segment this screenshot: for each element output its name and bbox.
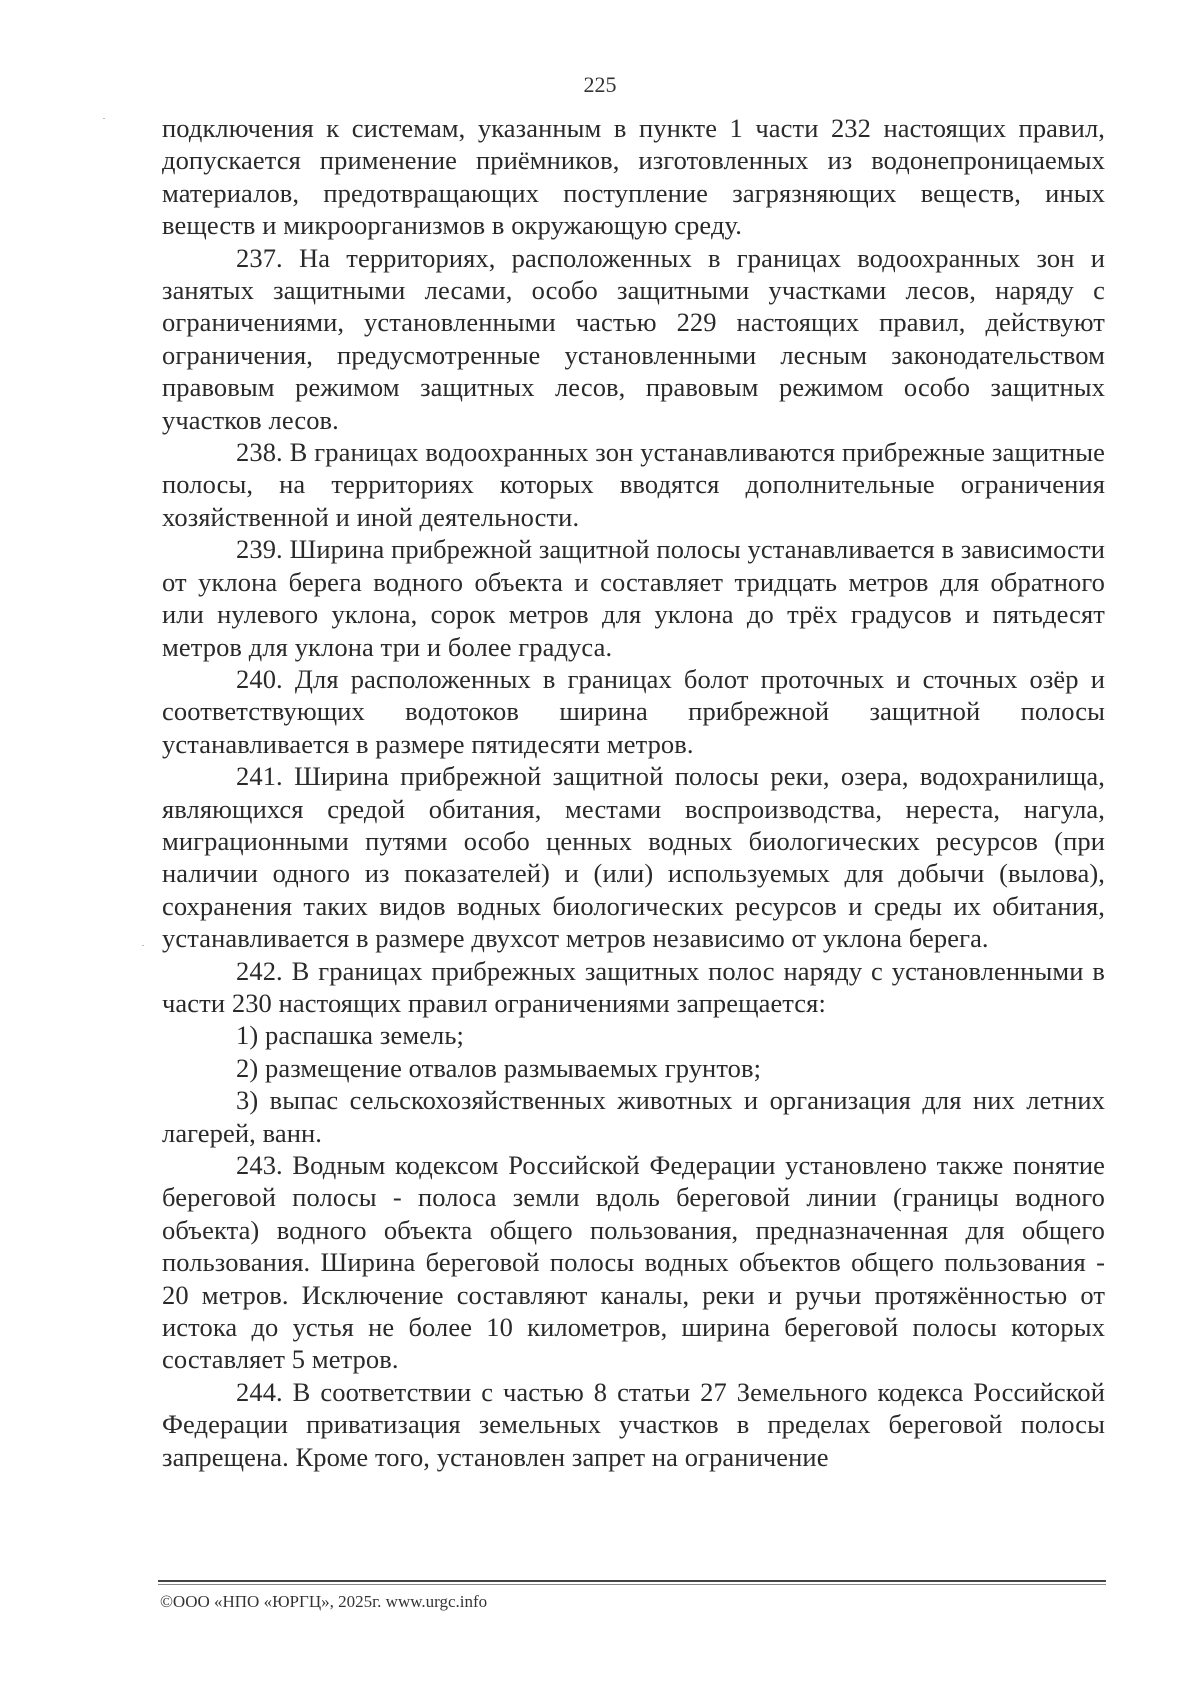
footer-divider <box>158 1580 1106 1585</box>
document-body <box>162 112 1105 1473</box>
paragraph-243: 243. Водным кодексом Российской Федерации установлено также понятие береговой полосы - полоса земли вдоль береговой линии (границы водного объекта) водного объекта общего пользования, предназначенная для общего пользования. Ширина береговой полосы водных объектов общего пользования - 20 метров. Исключение составляют каналы, реки и ручьи протяжённостью от истока до устья не более 10 километров, ширина береговой полосы которых составляет 5 метров. <box>162 1150 1105 1375</box>
paragraph-240: 240. Для расположенных в границах болот проточных и сточных озёр и соответствующих водотоков ширина прибрежной защитной полосы устанавливается в размере пятидесяти метров. <box>162 663 1105 759</box>
page-number: 225 <box>583 72 617 97</box>
paragraph-241: 241. Ширина прибрежной защитной полосы реки, озера, водохранилища, являющихся средой обитания, местами воспроизводства, нереста, нагула, миграционными путями особо ценных водных биологических ресурсов (при наличии одного из показателей) и (или) используемых для добычи (вылова), сохранения таких видов водных биологических ресурсов и среды их обитания, устанавливается в размере двухсот метров независимо от уклона берега. <box>162 761 1105 954</box>
scan-speck <box>142 945 144 946</box>
paragraph-237: 237. На территориях, расположенных в границах водоохранных зон и занятых защитными лесами, особо защитными участками лесов, наряду с ограничениями, установленными частью 229 настоящих правил, действуют ограничения, предусмотренные установленными лесным законодательством правовым режимом защитных лесов, правовым режимом особо защитных участков лесов. <box>162 242 1105 435</box>
scan-speck <box>103 118 105 119</box>
paragraph-239: 239. Ширина прибрежной защитной полосы устанавливается в зависимости от уклона берега водного объекта и составляет тридцать метров для обратного или нулевого уклона, сорок метров для уклона до трёх градусов и пятьдесят метров для уклона три и более градуса. <box>162 534 1105 662</box>
paragraph-242: 242. В границах прибрежных защитных полос наряду с установленными в части 230 настоящих правил ограничениями запрещается: <box>162 955 1105 1018</box>
paragraph-244: 244. В соответствии с частью 8 статьи 27 Земельного кодекса Российской Федерации приватизация земельных участков в пределах береговой полосы запрещена. Кроме того, установлен запрет на ограничение <box>162 1376 1105 1472</box>
paragraph-continuation: подключения к системам, указанным в пункте 1 части 232 настоящих правил, допускается применение приёмников, изготовленных из водонепроницаемых материалов, предотвращающих поступление загрязняющих веществ, иных веществ и микроорганизмов в окружающую среду. <box>162 113 1105 241</box>
list-item-1: 1) распашка земель; <box>236 1020 465 1051</box>
footer-copyright: ©ООО «НПО «ЮРГЦ», 2025г. www.urgc.info <box>160 1592 488 1611</box>
list-item-3: 3) выпас сельскохозяйственных животных и организация для них летних лагерей, ванн. <box>162 1085 1105 1148</box>
list-item-2: 2) размещение отвалов размываемых грунтов; <box>236 1052 762 1083</box>
paragraph-238: 238. В границах водоохранных зон устанавливаются прибрежные защитные полосы, на территориях которых вводятся дополнительные ограничения хозяйственной и иной деятельности. <box>162 437 1105 532</box>
